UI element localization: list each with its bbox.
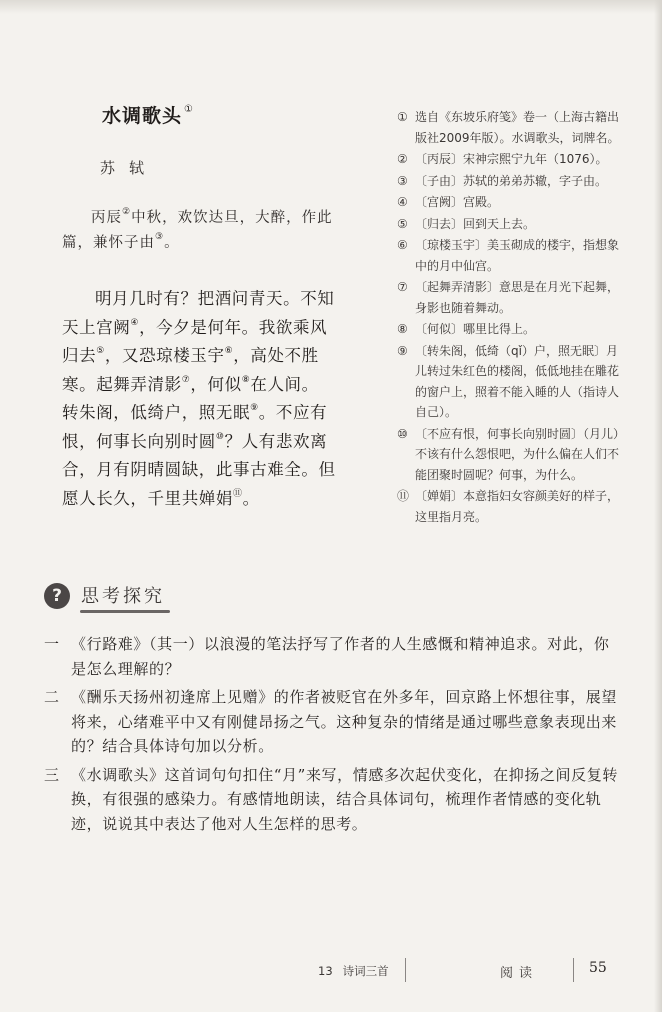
footer-chapter-title: 诗词三首 [342, 964, 389, 978]
poem-title-note: ① [184, 104, 194, 115]
question-number: 二 [44, 688, 60, 706]
poem-note-mark: ⑦ [181, 374, 191, 385]
footer-divider [573, 958, 574, 982]
footer-chapter-number: 13 [318, 964, 333, 978]
poem-note-mark: ④ [130, 317, 140, 328]
poem-note-mark: ⑩ [215, 431, 225, 442]
note-item [397, 341, 622, 423]
note-item [397, 107, 622, 148]
footer-section: 阅读 [500, 966, 539, 981]
poem-note-mark: ⑤ [96, 346, 105, 356]
section-title: 思考探究 [81, 586, 165, 607]
note-number: ⑪ [397, 489, 410, 503]
question-mark-icon: ? [44, 583, 70, 609]
preface-text: 中秋，欢饮达旦，大醉，作此篇，兼怀子由 [62, 210, 333, 251]
note-number: ⑥ [397, 238, 408, 252]
poem-text: 。 [242, 488, 260, 508]
question-list [44, 632, 624, 840]
note-item [397, 277, 622, 318]
note-number: ② [397, 152, 408, 166]
question-text: 《酬乐天扬州初逢席上见赠》的作者被贬官在外多年，回京路上怀想往事，展望将来，心绪难平中又有刚健昂扬之气。这种复杂的情绪是通过哪些意象表现出来的？结合具体诗句加以分析。 [71, 688, 618, 755]
note-number: ⑨ [397, 343, 408, 358]
poem-text: ，今夕是何年。我欲乘风归去 [62, 317, 328, 365]
note-number: ⑦ [397, 280, 408, 294]
page-edge-shadow [654, 0, 662, 1012]
note-text: 〔不应有恨，何事长向别时圆〕（月儿）不该有什么怨恨吧，为什么偏在人们不能团聚时圆呢？何事，为什么。 [415, 426, 620, 482]
preface-note-mark: ② [122, 207, 132, 217]
preface-text: 丙辰 [91, 210, 122, 226]
poem-text: ，高处不胜寒。起舞弄清影 [62, 346, 319, 394]
question-item [44, 763, 624, 837]
poem-note-mark: ⑨ [250, 403, 259, 413]
poem-preface [62, 206, 338, 256]
poem-text: ，又恐琼楼玉宇 [104, 346, 225, 365]
note-item [397, 424, 622, 486]
footer-divider [405, 958, 406, 982]
note-text: 〔宫阙〕宫殿。 [415, 195, 500, 209]
note-number: ⑧ [397, 322, 408, 336]
poem-text: ，何似 [190, 374, 242, 394]
preface-note-mark: ③ [155, 232, 165, 242]
poem-note-mark: ⑥ [224, 346, 234, 356]
poem-body [62, 285, 345, 513]
question-item [44, 632, 624, 681]
note-text: 〔婵娟〕本意指妇女容颜美好的样子，这里指月亮。 [415, 489, 620, 524]
note-item [397, 214, 622, 235]
question-text: 《水调歌头》这首词句句扣住“月”来写，情感多次起伏变化，在抑扬之间反复转换，有很强的感染力。有感情地朗读，结合具体词句，梳理作者情感的变化轨迹，说说其中表达了他对人生怎样的思考。 [71, 765, 618, 833]
note-number: ① [397, 110, 408, 124]
note-text: 〔转朱阁，低绮（qǐ）户，照无眠〕月儿转过朱红色的楼阁，低低地挂在雕花的窗户上，照着不能入睡的人（指诗人自己）。 [415, 343, 620, 419]
poem-note-mark: ⑧ [241, 374, 251, 385]
poem-note-mark: ⑪ [233, 488, 243, 499]
note-text: 选自《东坡乐府笺》卷一（上海古籍出版社2009年版）。水调歌头，词牌名。 [415, 110, 620, 145]
preface-text: 。 [164, 235, 180, 251]
poem-title-text: 水调歌头 [102, 105, 183, 127]
note-number: ③ [397, 173, 408, 188]
poem-text: ？人有悲欢离合，月有阴晴圆缺，此事古难全。但愿人长久，千里共婵娟 [62, 431, 336, 508]
annotation-notes [397, 107, 622, 528]
poem-text: 明月几时有？把酒问青天。不知天上宫阙 [62, 289, 335, 337]
note-item [397, 192, 622, 213]
note-text: 〔丙辰〕宋神宗熙宁九年（1076）。 [415, 152, 608, 166]
note-item [397, 171, 622, 192]
page-top-shadow [0, 0, 662, 14]
section-underline [80, 610, 170, 613]
footer-chapter [318, 963, 389, 979]
note-text: 〔何似〕哪里比得上。 [415, 322, 536, 336]
note-text: 〔起舞弄清影〕意思是在月光下起舞，身影也随着舞动。 [415, 280, 620, 315]
poem-title [102, 101, 194, 128]
note-text: 〔子由〕苏轼的弟弟苏辙，字子由。 [415, 173, 608, 188]
note-number: ⑤ [397, 216, 408, 231]
poem-author: 苏轼 [100, 159, 159, 177]
question-number: 一 [44, 635, 60, 653]
note-item [397, 486, 622, 527]
page-number: 55 [589, 960, 607, 976]
note-item [397, 319, 622, 340]
note-text: 〔琼楼玉宇〕美玉砌成的楼宇，指想象中的月中仙宫。 [415, 238, 620, 273]
poem-text: 在人间。 转朱阁，低绮户，照无眠 [62, 374, 345, 422]
question-text: 《行路难》（其一）以浪漫的笔法抒写了作者的人生感慨和精神追求。对此，你是怎么理解的？ [71, 635, 610, 678]
note-number: ⑩ [397, 426, 408, 441]
note-text: 〔归去〕回到天上去。 [415, 216, 536, 231]
question-item [44, 685, 624, 759]
note-item [397, 235, 622, 276]
poem-text: 。不应有恨，何事长向别时圆 [62, 403, 328, 451]
question-number: 三 [44, 765, 60, 784]
note-item [397, 149, 622, 170]
note-number: ④ [397, 195, 408, 209]
